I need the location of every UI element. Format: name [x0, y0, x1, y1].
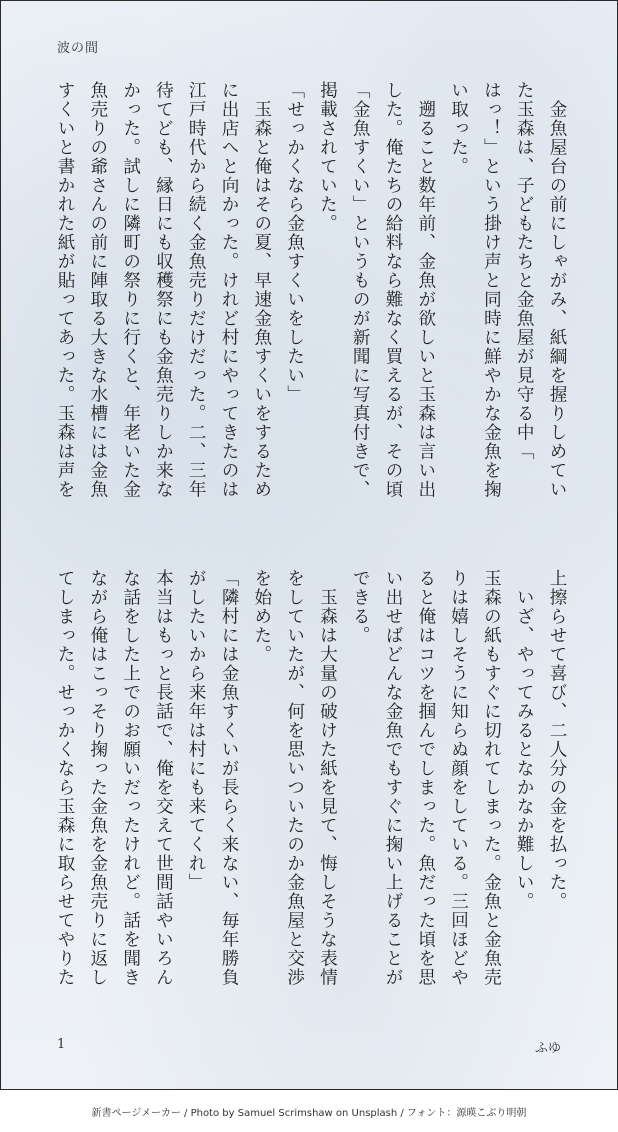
credit-line: 新書ページメーカー / Photo by Samuel Scrimshaw on Unsplash / フォント：源暎こぶり明朝 — [91, 1108, 527, 1119]
text-line: 遡ること数年前、金魚が欲しいと玉森は言い出 — [415, 81, 436, 499]
text-line: に出店へと向かった。けれど村にやってきたのは — [219, 81, 240, 499]
text-line: した。俺たちの給料なら難なく買えるが、その頃 — [383, 81, 404, 499]
text-line: ると俺はコツを掴んでしまった。魚だった頃を思 — [415, 569, 436, 987]
text-line: かった。試しに隣町の祭りに行くと、年老いた金 — [120, 81, 141, 499]
text-line: 本当はもっと長話で、俺を交えて世間話やいろん — [153, 569, 174, 987]
text-line: いざ、やってみるとなかなか難しい。 — [514, 569, 535, 911]
body-text-upper — [48, 81, 573, 521]
text-line: をしていたが、何を思いついたのか金魚屋と交渉 — [284, 569, 305, 987]
text-line: 玉森と俺はその夏、早速金魚すくいをするため — [251, 81, 272, 499]
author-name: ふゆ — [534, 1041, 561, 1056]
text-line: 魚売りの爺さんの前に陣取る大きな水槽には金魚 — [87, 81, 108, 499]
text-line: 「隣村には金魚すくいが長らく来ない、毎年勝負 — [219, 569, 240, 987]
text-line: すくいと書かれた紙が貼ってあった。玉森は声を — [55, 81, 76, 499]
text-line: ながら俺はこっそり掬った金魚を金魚売りに返し — [87, 569, 108, 987]
text-line: 待てども、縁日にも収穫祭にも金魚売りしか来な — [153, 81, 174, 499]
text-line: を始めた。 — [251, 569, 272, 664]
text-line: 玉森は大量の破けた紙を見て、悔しそうな表情 — [317, 569, 338, 987]
text-line: 玉森の紙もすぐに切れてしまった。金魚と金魚売 — [481, 569, 502, 987]
body-text-lower — [48, 569, 573, 989]
text-line: てしまった。せっかくなら玉森に取らせてやりた — [55, 569, 76, 987]
page-number: 1 — [57, 1037, 66, 1052]
text-line: りは嬉しそうに知らぬ顔をしている。三回ほどや — [448, 569, 469, 987]
text-line: 「金魚すくい」というものが新聞に写真付きで、 — [350, 81, 371, 499]
text-line: 金魚屋台の前にしゃがみ、紙綱を握りしめてい — [547, 81, 567, 499]
text-line: た玉森は、子どもたちと金魚屋が見守る中「 — [514, 81, 535, 461]
text-line: い取った。 — [448, 81, 469, 176]
text-line: い出せばどんな金魚でもすぐに掬い上げることが — [383, 569, 404, 987]
text-line: がしたいから来年は村にも来てくれ」 — [186, 569, 207, 892]
text-line: 掲載されていた。 — [317, 81, 338, 233]
text-line: 江戸時代から続く金魚売りだけだった。二、三年 — [186, 81, 207, 499]
text-line: はっ！」という掛け声と同時に鮮やかな金魚を掬 — [481, 81, 502, 499]
text-line: できる。 — [350, 569, 371, 645]
text-line: 上擦らせて喜び、二人分の金を払った。 — [547, 569, 567, 911]
running-title: 波の間 — [57, 41, 100, 56]
text-line: な話をした上でのお願いだったけれど。話を聞き — [120, 569, 141, 987]
text-line: 「せっかくなら金魚すくいをしたい」 — [284, 81, 305, 404]
